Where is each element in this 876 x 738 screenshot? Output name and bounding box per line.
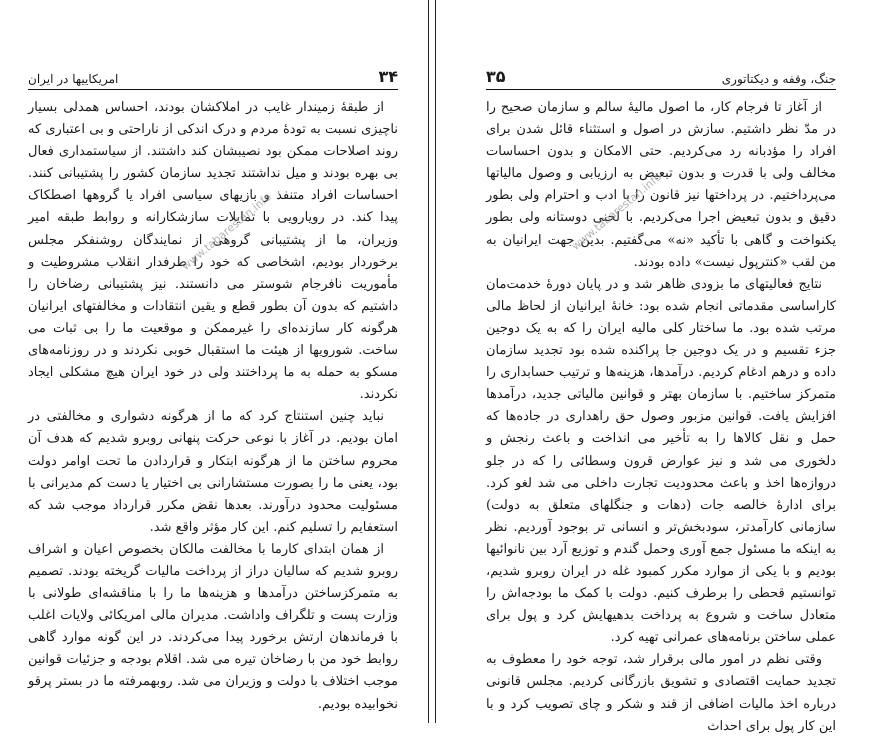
running-title: امریکاییها در ایران bbox=[28, 72, 119, 86]
running-title: جنگ، وقفه و دیکتاتوری bbox=[721, 72, 836, 86]
right-page-body bbox=[486, 97, 836, 738]
paragraph: نباید چنین استنتاج کرد که ما از هرگونه دشواری و مخالفتی در امان بودیم. در آغاز با نوعی حرکت پنهانی روبرو شدیم که هدف آن محروم ساختن ما از هرگونه ابتکار و قراردادن ما تحت اوامر دولت بود، یعنی ما را بصورت مستشارانی بی اختیار یا دست کم مدیرانی با مسئولیت محدود درآورند. بعدها نقض مکرر قرارداد موجب شد که استعفایم را تسلیم کنم. این کار مؤثر واقع شد. bbox=[28, 409, 398, 535]
left-page bbox=[0, 0, 428, 723]
book-gutter bbox=[428, 0, 436, 723]
paragraph: از طبقهٔ زمیندار غایب در املاکشان بودند، احساس همدلی بسیار ناچیزی نسبت به تودهٔ مردم و درک اندکی از ناراحتی و بی اعتباری که روند اصلاحات ممکن بود نصیبشان کند داشتند. از سیاستمداری فعال بی بهره بودند و میل نداشتند تجدید سازمان کشور را پشتیبانی کنند. احساسات افراد متنفذ و بازیهای سیاسی افراد یا گروهها اصطکاک پیدا کند. در رویارویی با تمایلات سازشکارانه و روابط طبقه امیر وزیران، ما از پشتیبانی گروهی از نمایندگان روشنفکر مجلس برخوردار بودیم، اشخاصی که خود را طرفدار انقلاب مشروطیت و مأموریت نافرجام شوستر می دانستند. نیز پشتیبانی رضاخان را داشتیم که بدون آن بطور قطع و یقین انتقادات و مخالفتهای ایرانیان هرگونه کار سازنده‌ای را غیرممکن و موقعیت ما را بی ثبات می ساخت. شورویها از هیئت ما استقبال خوبی نکردند و در روزنامه‌های مسکو به حمله به ما پرداختند ولی در خود ایران هیچ مشکلی ایجاد نکردند. bbox=[28, 100, 398, 403]
paragraph: از همان ابتدای کارما با مخالفت مالکان بخصوص اعیان و اشراف روبرو شدیم که سالیان دراز از پرداخت مالیات گریخته بودند. تصمیم به متمرکزساختن درآمدها و هزینه‌ها ما را با مناقشه‌ای طولانی با وزارت پست و تلگراف واداشت. مدیران مالی امریکائی ولایات اغلب با فرماندهان ارتش برخورد پیدا می‌کردند. در این گونه موارد گاهی روابط خود من با رضاخان تیره می شد. اقلام بودجه و جزئیات قوانین موجب اختلاف با دولت و وزیران می شد. روبهمرفته ما در بستر پرقو نخوابیده بودیم. bbox=[28, 541, 398, 712]
page-number: ۳۴ bbox=[378, 67, 398, 86]
watermark: www.tabarestan.info bbox=[179, 190, 275, 273]
right-page-header bbox=[486, 62, 836, 90]
left-page-header bbox=[28, 62, 398, 90]
left-page-body bbox=[28, 97, 398, 716]
right-page bbox=[436, 0, 876, 734]
paragraph: نتایج فعالیتهای ما بزودی ظاهر شد و در پایان دورهٔ خدمت‌مان کاراساسی مقدماتی انجام شده بود: خانهٔ ایرانیان از لحاظ مالی مرتب شده بود. ما ساختار کلی مالیه ایران را که به یک دوجین جزء تقسیم و در یک دوجین جا پراکنده شده بود تجدید سازمان داده و درهم ادغام کردیم. درآمدها، هزینه‌ها و ترتیب حسابداری را متمرکز ساختیم. با سازمان بهتر و قوانین مالیاتی جدید، درآمدها افزایش یافت. قوانین مزبور وصول حق راهداری در جاده‌ها که حمل و نقل کالاها را به تأخیر می انداخت و باعث رنجش و دلخوری می شد و نیز عوارض قرون وسطائی را که در جلو دروازه‌ها اخذ و باعث محدودیت تجارت داخلی می شد لغو کرد. برای ادارهٔ خالصه جات (دهات و جنگلهای متعلق به دولت) سازمانی کارآمدتر، سودبخش‌تر و انسانی تر بوجود آوردیم. نظر به اینکه ما مسئول جمع آوری وحمل گندم و توزیع آرد بین نانوائیها بودیم و با یکی از موارد مکرر کمبود غله در ایران روبرو شدیم، توانستیم قحطی را برطرف کنیم. دولت با کمک ما بودجه‌اش را متعادل ساخت و شروع به پرداخت بدهیهایش کرد و پول برای عملی ساختن برنامه‌های عمرانی تهیه کرد. bbox=[486, 276, 836, 646]
watermark: www.tabarestan.info bbox=[569, 170, 665, 253]
page-number: ۳۵ bbox=[486, 67, 506, 86]
paragraph: وقتی نظم در امور مالی برقرار شد، توجه خود را معطوف به تجدید حمایت اقتصادی و تشویق بازرگانی کردیم. مجلس قانونی درباره اخذ مالیات اضافی از قند و شکر و چای تصویب کرد و با این کار پول برای احداث bbox=[486, 652, 836, 734]
paragraph: از آغاز تا فرجام کار، ما اصول مالیهٔ سالم و سازمان صحیح را در مدّ نظر داشتیم. سازش در اصول و استثناء قائل شدن برای افراد را مؤدبانه رد می‌کردیم. حتی الامکان و بدون احساسات مخالف ولی با قدرت و بدون تبعیض به ارزیابی و وصول مالیاتها می‌پرداختیم. در پرداختها نیز قانون را با ادب و احترام ولی بطور دقیق و بدون تبعیض اجرا می‌کردیم. با لحنی دوستانه ولی بطور یکنواخت و گاهی با تأکید «نه» می‌گفتیم. بدین جهت ایرانیان به من لقب «کنترپول نیست» داده بودند. bbox=[486, 100, 836, 270]
